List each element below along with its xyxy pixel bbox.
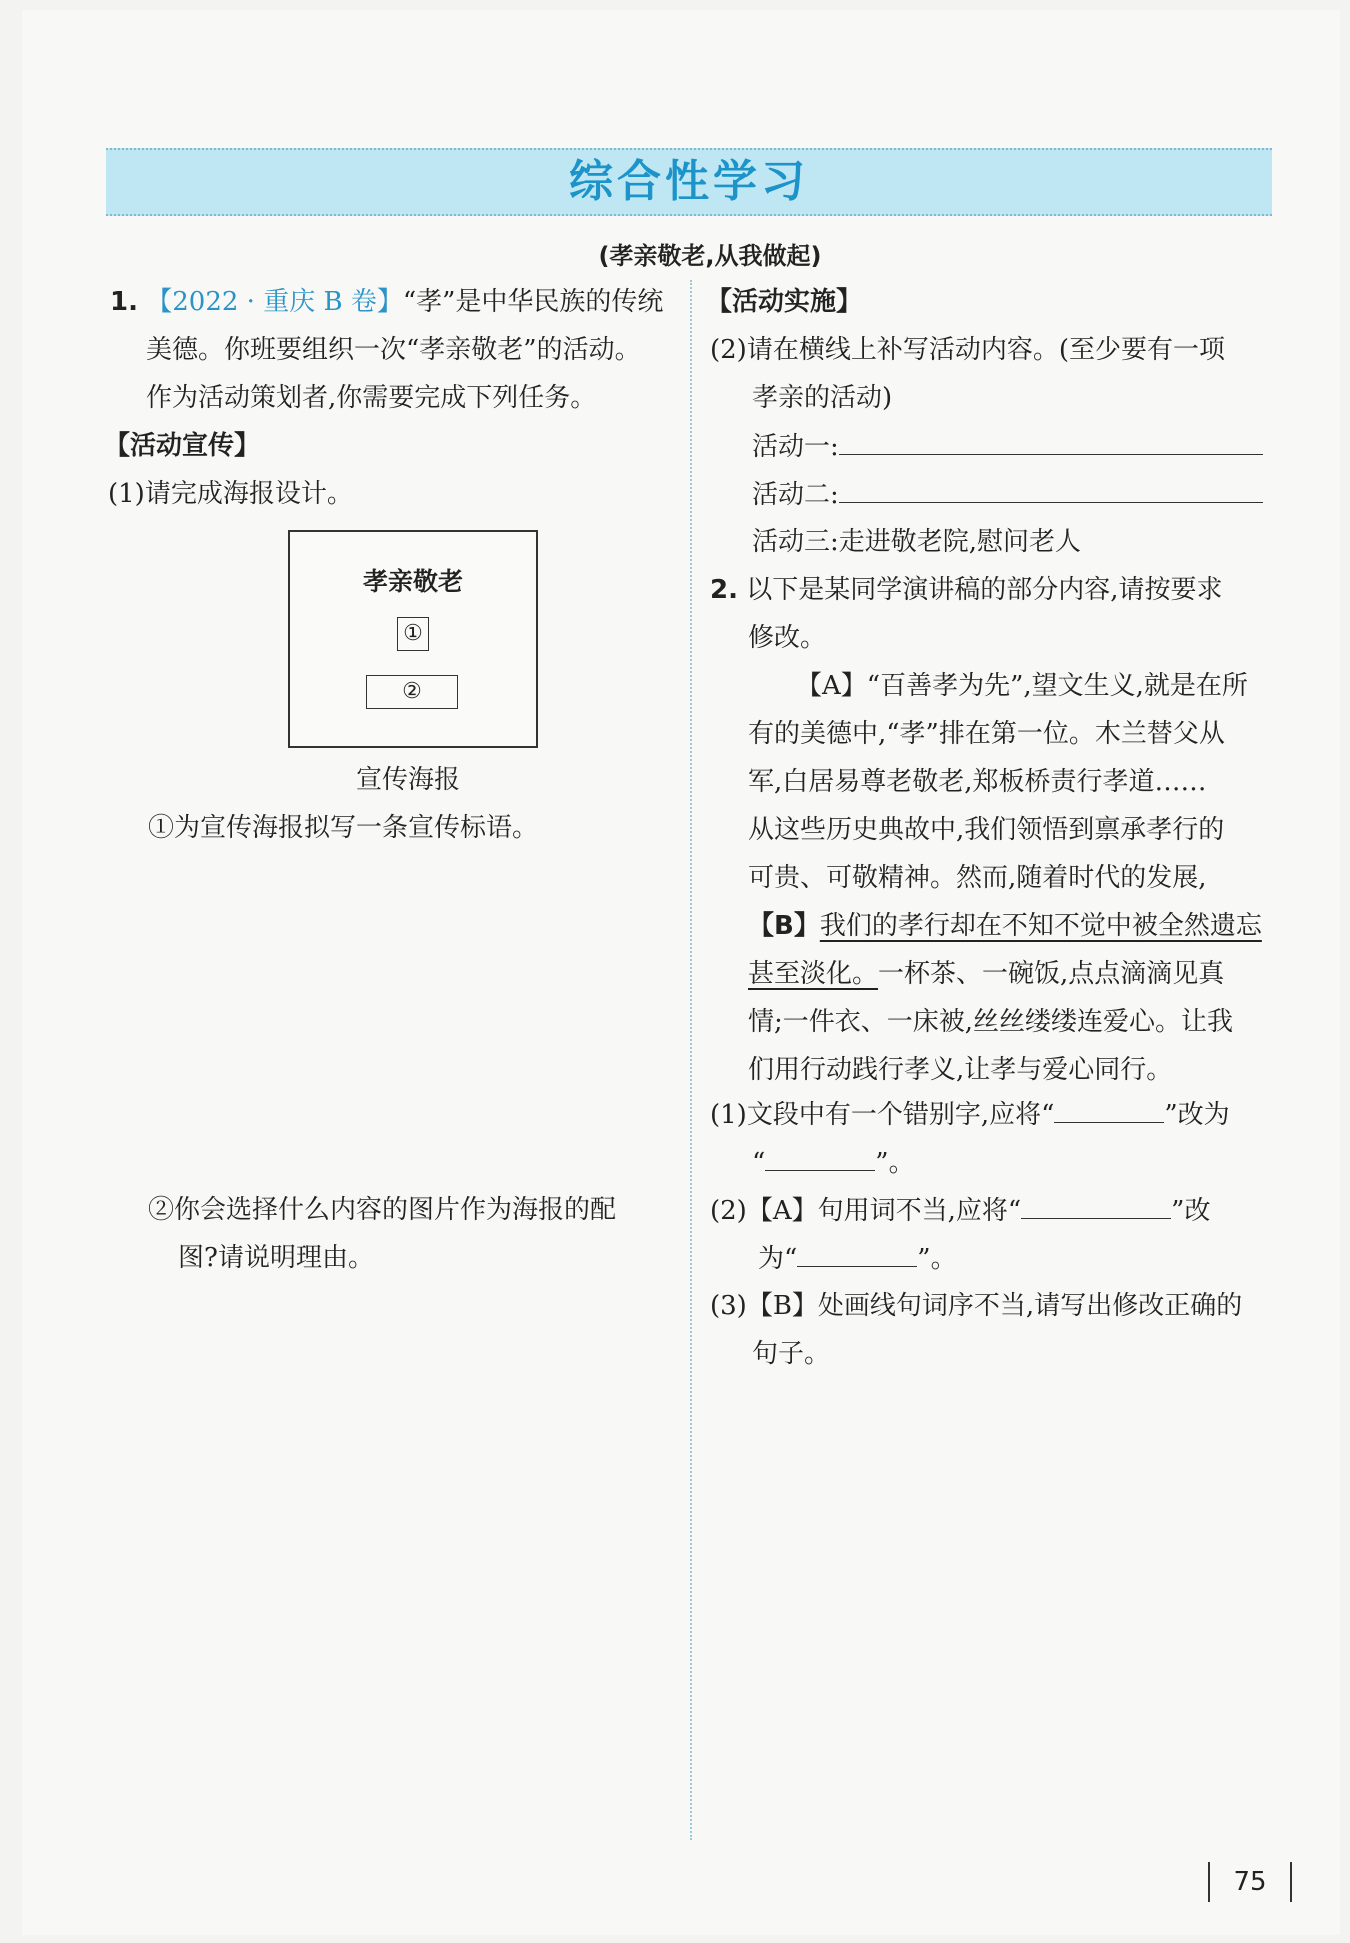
replacement-word-blank[interactable] <box>797 1240 917 1267</box>
section-banner <box>106 148 1272 216</box>
correct-char-blank[interactable] <box>765 1144 875 1171</box>
activity-1-blank[interactable] <box>839 428 1263 455</box>
subquestion-2-line-2 <box>758 1240 957 1277</box>
question-2-number: 2. <box>710 575 738 605</box>
activity-2-blank[interactable] <box>839 476 1263 503</box>
subquestion-1-text-a: (1)文段中有一个错别字,应将“ <box>710 1100 1055 1130</box>
underlined-sentence-part-1: 我们的孝行却在不知不觉中被全然遗忘 <box>819 911 1262 941</box>
task-1: (1)请完成海报设计。 <box>108 479 353 509</box>
section-publicity: 【活动宣传】 <box>104 431 261 461</box>
passage-line-9: 们用行动践行孝义,让孝与爱心同行。 <box>748 1055 1173 1085</box>
question-1-source: 【2022 · 重庆 B 卷】 <box>146 287 403 317</box>
subtask-1: ①为宣传海报拟写一条宣传标语。 <box>148 813 539 843</box>
activity-1-line <box>752 428 1263 465</box>
question-1-text: “孝”是中华民族的传统 <box>402 287 664 317</box>
poster-slot-2: ② <box>366 675 458 709</box>
subtask-2-line-2: 图?请说明理由。 <box>178 1243 374 1273</box>
subquestion-2-text-b: ”改 <box>1171 1196 1211 1226</box>
poster-slot-1: ① <box>397 617 429 651</box>
poster-caption: 宣传海报 <box>356 765 461 795</box>
passage-line-3: 军,白居易尊老敬老,郑板桥责行孝道…… <box>748 767 1207 797</box>
banner-title: 综合性学习 <box>569 156 809 207</box>
wrong-char-blank[interactable] <box>1054 1096 1164 1123</box>
activity-2-line <box>752 476 1263 513</box>
underlined-sentence-part-2: 甚至淡化。 <box>748 959 879 989</box>
passage-line-7-rest: 一杯茶、一碗饭,点点滴滴见真 <box>878 959 1225 989</box>
activity-1-label: 活动一: <box>752 432 839 462</box>
question-1-line-2: 美德。你班要组织一次“孝亲敬老”的活动。 <box>146 335 641 365</box>
task-2-line-2: 孝亲的活动) <box>752 383 893 413</box>
passage-line-6 <box>748 908 1262 944</box>
passage-line-8: 情;一件衣、一床被,丝丝缕缕连爱心。让我 <box>748 1007 1234 1037</box>
question-2-line-1 <box>710 572 1223 608</box>
poster-diagram <box>288 530 538 748</box>
activity-2-label: 活动二: <box>752 480 839 510</box>
subquestion-1-line-2 <box>752 1144 915 1181</box>
subquestion-2-line-1 <box>710 1192 1210 1229</box>
passage-mark-b: 【B】 <box>748 911 820 941</box>
subquestion-1-text-b: ”改为 <box>1164 1100 1230 1130</box>
theme-subtitle: (孝亲敬老,从我做起) <box>598 242 822 270</box>
subquestion-1-text-d: ”。 <box>875 1148 915 1178</box>
subquestion-2-text-c: 为“ <box>758 1244 798 1274</box>
question-2-line-2: 修改。 <box>748 623 827 653</box>
subquestion-1-text-c: “ <box>752 1148 766 1178</box>
subquestion-2-text-a: (2)【A】句用词不当,应将“ <box>710 1196 1022 1226</box>
misused-word-blank[interactable] <box>1021 1192 1171 1219</box>
subtask-2-line-1: ②你会选择什么内容的图片作为海报的配 <box>148 1195 617 1225</box>
passage-line-1: 【A】“百善孝为先”,望文生义,就是在所 <box>796 671 1248 701</box>
question-1-line-1 <box>110 284 663 320</box>
subquestion-2-text-d: ”。 <box>917 1244 957 1274</box>
task-2-line-1: (2)请在横线上补写活动内容。(至少要有一项 <box>710 335 1225 365</box>
subquestion-3-line-2: 句子。 <box>752 1339 831 1369</box>
question-2-text: 以下是某同学演讲稿的部分内容,请按要求 <box>746 575 1223 605</box>
section-implementation: 【活动实施】 <box>706 287 863 317</box>
question-1-number: 1. <box>110 287 138 317</box>
passage-line-7 <box>748 956 1224 992</box>
poster-title: 孝亲敬老 <box>362 567 463 596</box>
passage-line-2: 有的美德中,“孝”排在第一位。木兰替父从 <box>748 719 1225 749</box>
question-1-line-3: 作为活动策划者,你需要完成下列任务。 <box>146 383 597 413</box>
subquestion-1-line-1 <box>710 1096 1230 1133</box>
passage-line-4: 从这些历史典故中,我们领悟到禀承孝行的 <box>748 815 1225 845</box>
passage-line-5: 可贵、可敬精神。然而,随着时代的发展, <box>748 863 1207 893</box>
page-number: 75 <box>1208 1862 1292 1902</box>
subquestion-3-line-1: (3)【B】处画线句词序不当,请写出修改正确的 <box>710 1291 1243 1321</box>
activity-3: 活动三:走进敬老院,慰问老人 <box>752 527 1082 557</box>
column-divider <box>690 280 692 1840</box>
